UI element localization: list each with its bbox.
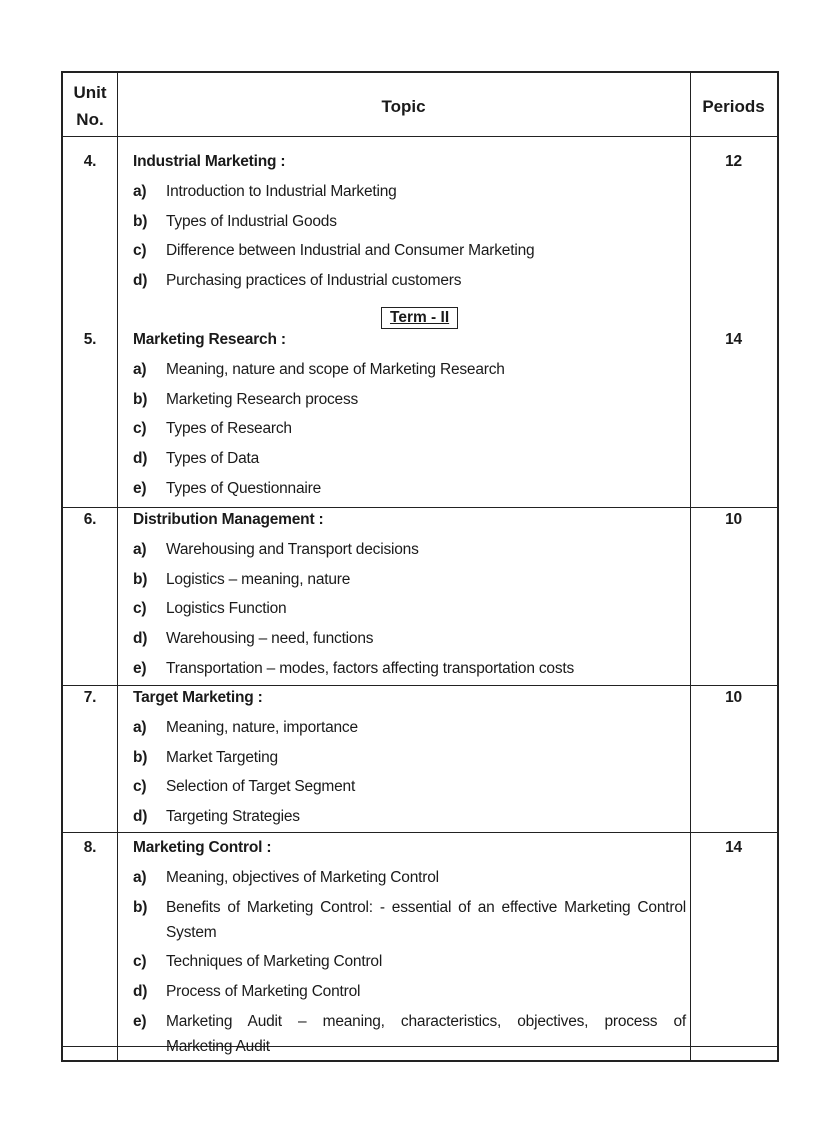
topic-item — [63, 357, 777, 385]
topic-item — [63, 1009, 777, 1037]
topic-item — [63, 895, 777, 923]
topic-item — [63, 567, 777, 595]
item-text: Difference between Industrial and Consumer Marketing — [166, 242, 535, 260]
term-label: Term - II — [381, 307, 458, 329]
item-letter: e) — [133, 660, 147, 677]
unit-row — [63, 835, 777, 863]
unit-row — [63, 149, 777, 177]
item-letter: a) — [133, 540, 147, 558]
topic-item-continuation — [63, 1034, 777, 1062]
item-letter: a) — [133, 360, 147, 378]
topic-item — [63, 949, 777, 977]
header-divider — [63, 136, 777, 137]
item-text-continued: System — [166, 923, 217, 941]
unit-periods: 12 — [725, 153, 742, 170]
topic-item — [63, 476, 777, 504]
unit-title: Marketing Control : — [133, 839, 272, 856]
topic-item — [63, 416, 777, 444]
item-text: Types of Research — [166, 420, 292, 438]
item-text: Meaning, nature, importance — [166, 718, 358, 736]
unit-periods: 10 — [725, 689, 742, 706]
item-letter: d) — [133, 630, 148, 648]
unit-periods: 14 — [725, 839, 742, 856]
item-text: Transportation – modes, factors affecting transportation costs — [166, 660, 575, 677]
header-topic: Topic — [381, 97, 426, 116]
item-text: Types of Data — [166, 450, 260, 468]
unit-title: Distribution Management : — [133, 511, 324, 528]
item-letter: c) — [133, 778, 147, 796]
topic-item — [63, 626, 777, 654]
topic-item — [63, 804, 777, 832]
item-letter: c) — [133, 600, 147, 618]
topic-item — [63, 596, 777, 624]
topic-item — [63, 238, 777, 266]
unit-periods: 10 — [725, 511, 742, 528]
header-periods: Periods — [702, 97, 765, 116]
item-letter: d) — [133, 272, 148, 290]
topic-item — [63, 179, 777, 207]
item-letter: b) — [133, 570, 148, 588]
item-text: Logistics – meaning, nature — [166, 570, 351, 588]
unit-number: 8. — [83, 839, 97, 856]
unit-row — [63, 507, 777, 535]
item-text-continued: Marketing Audit — [166, 1038, 270, 1055]
unit-title: Target Marketing : — [133, 689, 263, 706]
header-unit-line2: No. — [76, 110, 104, 129]
topic-item — [63, 268, 777, 296]
item-text: Market Targeting — [166, 748, 278, 766]
unit-title: Marketing Research : — [133, 331, 286, 348]
topic-item — [63, 209, 777, 237]
syllabus-table — [61, 71, 779, 1062]
item-text: Meaning, nature and scope of Marketing Research — [166, 360, 505, 378]
item-letter: b) — [133, 748, 148, 766]
topic-item — [63, 715, 777, 743]
item-letter: e) — [133, 1013, 147, 1030]
unit-title: Industrial Marketing : — [133, 153, 286, 170]
topic-item — [63, 656, 777, 684]
item-text: Logistics Function — [166, 600, 287, 618]
item-letter: d) — [133, 983, 148, 1001]
unit-number: 6. — [83, 511, 97, 528]
item-text: Selection of Target Segment — [166, 778, 356, 796]
item-text: Meaning, objectives of Marketing Control — [166, 868, 439, 886]
item-letter: b) — [133, 898, 148, 916]
item-text: Targeting Strategies — [166, 808, 300, 826]
item-letter: a) — [133, 182, 147, 200]
item-letter: c) — [133, 420, 147, 438]
item-text: Warehousing – need, functions — [166, 630, 374, 648]
item-text: Warehousing and Transport decisions — [166, 540, 419, 558]
item-letter: a) — [133, 718, 147, 736]
unit-number: 4. — [83, 153, 97, 170]
topic-item-continuation — [63, 920, 777, 948]
item-letter: c) — [133, 242, 147, 260]
unit-number: 5. — [83, 331, 97, 348]
item-letter: d) — [133, 450, 148, 468]
item-text: Purchasing practices of Industrial customers — [166, 272, 462, 290]
item-text: Introduction to Industrial Marketing — [166, 182, 397, 200]
topic-item — [63, 387, 777, 415]
item-text: Techniques of Marketing Control — [166, 953, 383, 971]
item-text: Marketing Audit – meaning, characteristics, objectives, process of — [166, 1013, 686, 1030]
header-unit-no — [63, 79, 117, 133]
item-text: Marketing Research process — [166, 390, 359, 408]
item-text: Types of Questionnaire — [166, 480, 321, 497]
item-letter: b) — [133, 390, 148, 408]
item-letter: c) — [133, 953, 147, 971]
item-letter: d) — [133, 808, 148, 826]
header-unit-line1: Unit — [73, 83, 107, 102]
topic-item — [63, 537, 777, 565]
item-letter: e) — [133, 480, 147, 497]
item-text: Types of Industrial Goods — [166, 212, 337, 230]
unit-number: 7. — [83, 689, 97, 706]
item-text: Benefits of Marketing Control: - essential of an effective Marketing Control — [166, 898, 686, 916]
item-letter: a) — [133, 868, 147, 886]
item-letter: b) — [133, 212, 148, 230]
topic-item — [63, 979, 777, 1007]
unit-periods: 14 — [725, 331, 742, 348]
topic-item — [63, 774, 777, 802]
item-text: Process of Marketing Control — [166, 983, 361, 1001]
unit-row — [63, 685, 777, 713]
unit-row — [63, 327, 777, 355]
topic-item — [63, 865, 777, 893]
topic-item — [63, 745, 777, 773]
topic-item — [63, 446, 777, 474]
